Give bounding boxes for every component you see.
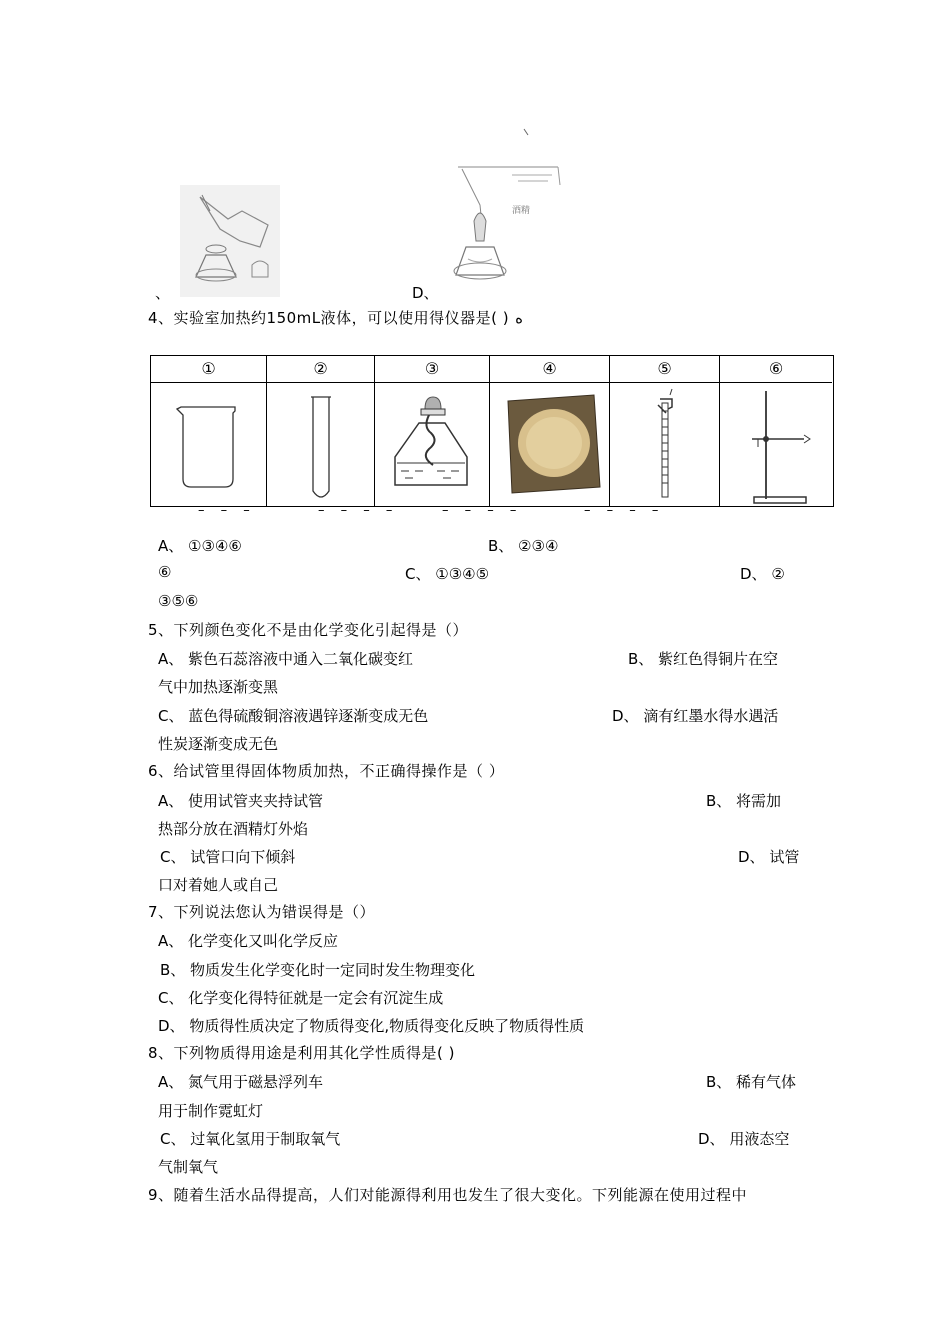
q4-option-d-cont: ③⑤⑥ [158,592,199,610]
figure-c-label: 、 [155,284,171,302]
q6-option-b[interactable]: B、 将需加 [706,792,782,810]
q4-stem [148,308,523,328]
q4-option-a[interactable]: A、 ①③④⑥ [158,537,242,555]
table-col-6 [719,356,832,506]
q8-option-c[interactable]: C、 过氧化氢用于制取氧气 [160,1130,341,1148]
figure-d-label: D、 [412,284,439,302]
q4-option-c[interactable]: C、 ①③④⑤ [405,565,490,583]
q6-option-d-cont: 口对着她人或自己 [158,876,279,894]
q5-option-b-cont: 气中加热逐渐变黑 [158,678,279,696]
table-col-1 [151,356,266,506]
q5-option-d-cont: 性炭逐渐变成无色 [158,735,279,753]
q6-option-a[interactable]: A、 使用试管夹夹持试管 [158,792,324,810]
test-tube-clamp-icon [610,383,718,507]
q4-trailing-mark: ه [515,309,523,327]
table-header-4: ④ [490,356,609,383]
q5-option-b[interactable]: B、 紫红色得铜片在空 [628,650,779,668]
alcohol-caption: 酒精 [512,206,531,216]
table-dash-marks: – – – – [584,503,665,518]
table-col-5 [609,356,719,506]
table-dash-marks: – – – – [442,503,523,518]
pouring-lamp-figure [180,185,280,297]
table-header-5: ⑤ [610,356,719,383]
table-dash-marks: – – – [198,503,256,518]
q8-option-a[interactable]: A、 氮气用于磁悬浮列车 [158,1073,324,1091]
table-header-2: ② [267,356,374,383]
q5-stem: 5、下列颜色变化不是由化学变化引起得是（） [148,621,469,639]
test-tube-icon [267,383,373,507]
q5-option-d[interactable]: D、 滴有红墨水得水遇活 [612,707,779,725]
alcohol-lamp-icon [375,383,487,507]
q8-option-b-cont: 用于制作霓虹灯 [158,1102,264,1120]
q7-option-c[interactable]: C、 化学变化得特征就是一定会有沉淀生成 [158,989,444,1007]
table-col-3 [374,356,489,506]
q6-stem: 6、给试管里得固体物质加热，不正确得操作是（ ） [148,762,505,780]
table-header-6: ⑥ [720,356,832,383]
beaker-icon [151,383,263,507]
instrument-table [150,355,834,507]
q6-option-b-cont: 热部分放在酒精灯外焰 [158,820,309,838]
q8-option-d-cont: 气制氧气 [158,1158,219,1176]
q4-option-d[interactable]: D、 ② [740,565,785,583]
q7-option-d[interactable]: D、 物质得性质决定了物质得变化,物质得变化反映了物质得性质 [158,1017,585,1035]
q8-option-b[interactable]: B、 稀有气体 [706,1073,797,1091]
asbestos-net-icon [490,383,608,507]
q7-option-b[interactable]: B、 物质发生化学变化时一定同时发生物理变化 [160,961,476,979]
q6-option-c[interactable]: C、 试管口向下倾斜 [160,848,296,866]
q4-option-b-cont: ⑥ [158,563,172,581]
q8-option-d[interactable]: D、 用液态空 [698,1130,790,1148]
q5-option-c[interactable]: C、 蓝色得硫酸铜溶液遇锌逐渐变成无色 [158,707,429,725]
table-dash-marks: – – – – [318,503,399,518]
q8-stem: 8、下列物质得用途是利用其化学性质得是( ) [148,1044,456,1062]
q5-option-a[interactable]: A、 紫色石蕊溶液中通入二氧化碳变红 [158,650,414,668]
table-col-2 [266,356,374,506]
q9-stem: 9、随着生活水品得提高，人们对能源得利用也发生了很大变化。下列能源在使用过程中 [148,1186,748,1204]
iron-stand-icon [720,383,832,507]
q7-stem: 7、下列说法您认为错误得是（） [148,903,376,921]
table-header-1: ① [151,356,266,383]
funnel-heating-figure [448,125,566,300]
q4-stem-text: 4、实验室加热约150mL液体，可以使用得仪器是( ) [148,309,510,327]
q7-option-a[interactable]: A、 化学变化又叫化学反应 [158,932,339,950]
table-header-3: ③ [375,356,489,383]
q4-option-b[interactable]: B、 ②③④ [488,537,559,555]
table-col-4 [489,356,609,506]
q6-option-d[interactable]: D、 试管 [738,848,800,866]
